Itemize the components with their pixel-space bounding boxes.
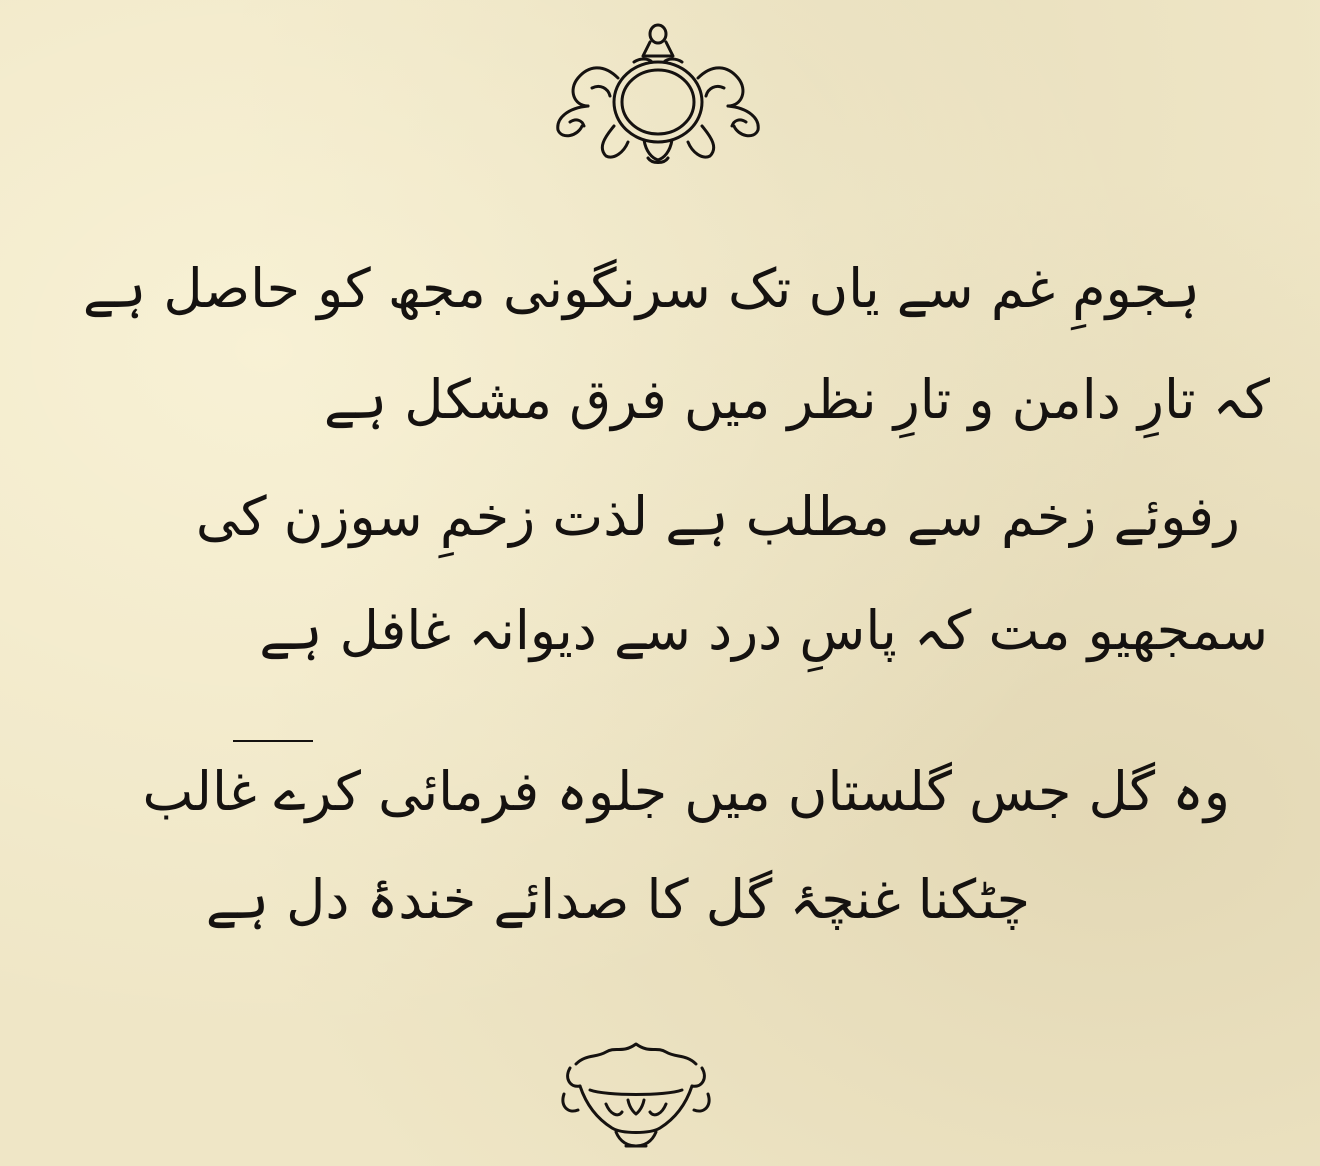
ornament-top-icon: [548, 18, 768, 168]
verse-line-6: چٹکنا غنچۂ گل کا صدائے خندۂ دل ہے: [205, 868, 1030, 931]
verse-line-1: ہجومِ غم سے یاں تک سرنگونی مجھ کو حاصل ہے: [82, 257, 1200, 320]
verse-line-5: وہ گل جس گلستاں میں جلوہ فرمائی کرے غالب: [142, 760, 1230, 823]
verse-line-2: کہ تارِ دامن و تارِ نظر میں فرق مشکل ہے: [323, 368, 1270, 431]
ornament-bottom-icon: [556, 1034, 716, 1154]
verse-line-4: سمجھیو مت کہ پاسِ درد سے دیوانہ غافل ہے: [259, 599, 1268, 662]
takhallus-overline: [233, 740, 313, 742]
verse-line-3: رفوئے زخم سے مطلب ہے لذت زخمِ سوزن کی: [195, 485, 1240, 548]
